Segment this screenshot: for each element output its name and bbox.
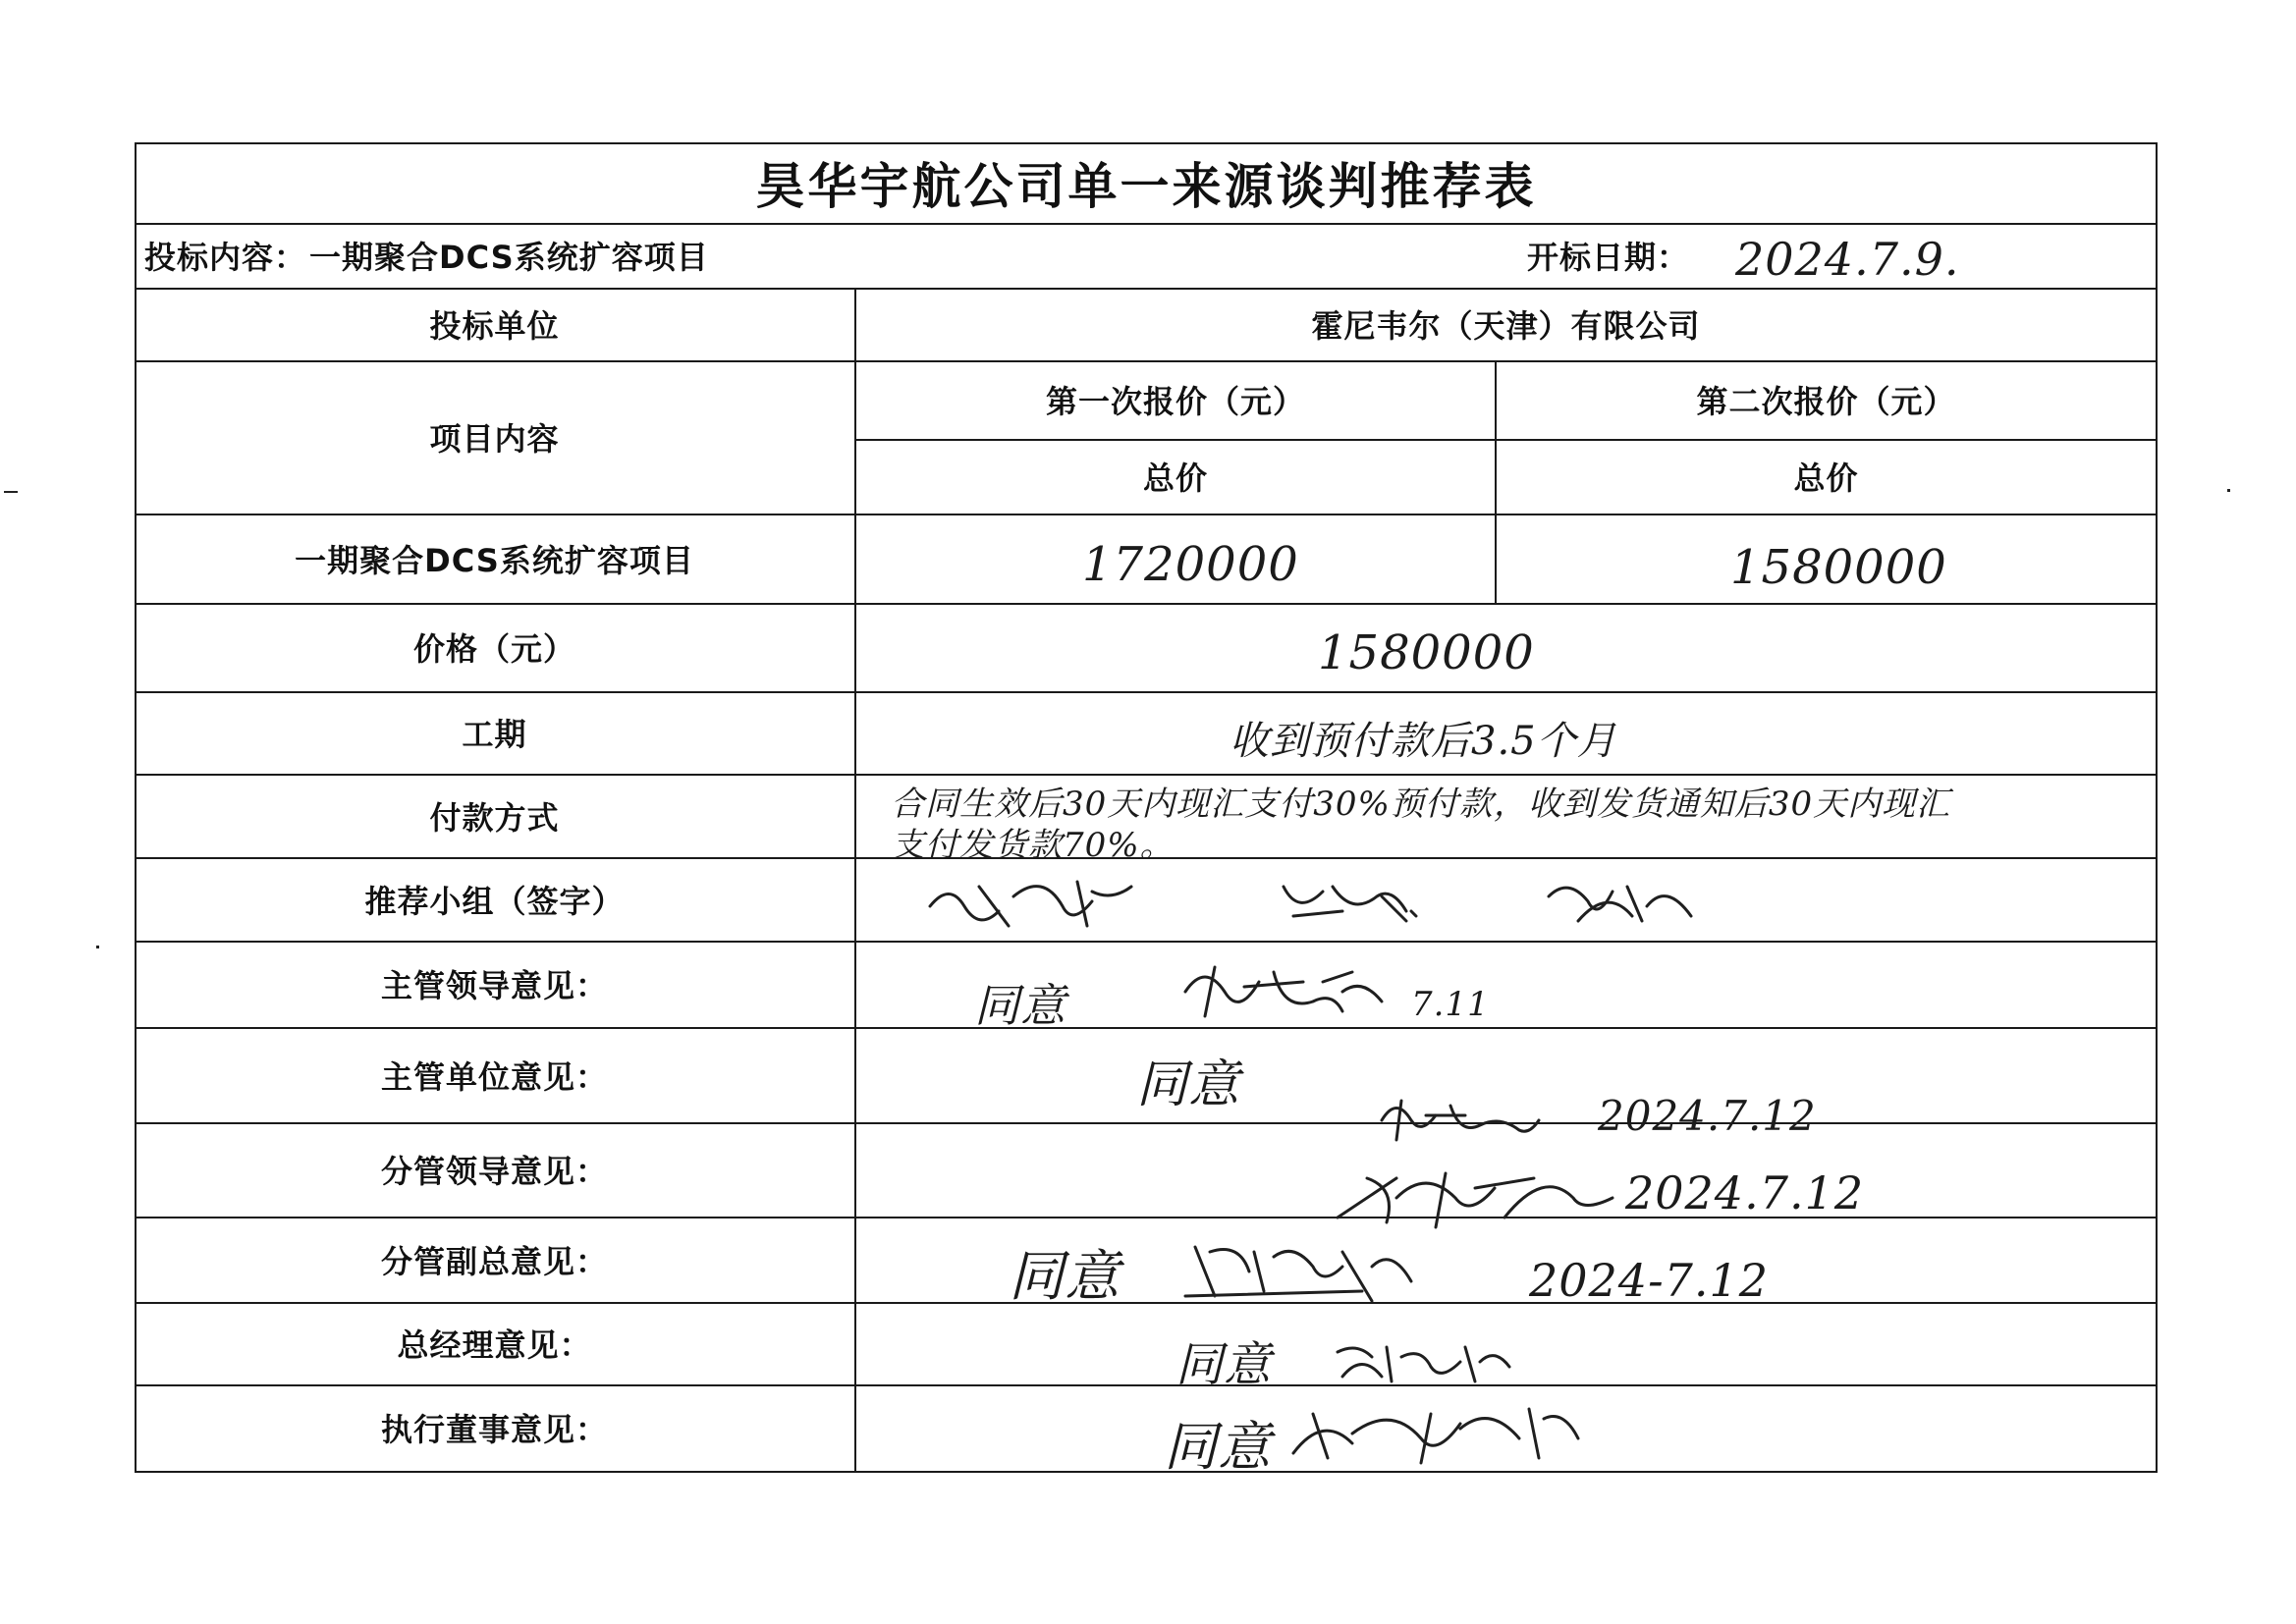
opinion-text-general-manager: 同意 <box>1175 1337 1273 1392</box>
open-date-label: 开标日期： <box>1527 239 1690 276</box>
opinion-label-supervising-unit: 主管单位意见： <box>380 1057 608 1096</box>
opinion-text-executive-director: 同意 <box>1164 1416 1272 1478</box>
bidder-label: 投标单位 <box>429 307 560 345</box>
scan-speck <box>96 946 99 948</box>
second-quote-value: 1580000 <box>1730 540 1947 595</box>
deputy-gm-signature <box>1175 1232 1431 1311</box>
opinion-date-deputy-gm: 2024-7.12 <box>1529 1254 1770 1307</box>
duration-value: 收到预付款后3.5个月 <box>1230 719 1617 764</box>
opinion-text-deputy-gm: 同意 <box>1009 1245 1121 1309</box>
first-quote-header: 第一次报价（元） <box>1045 383 1305 420</box>
opinion-label-deputy-gm: 分管副总意见： <box>380 1242 608 1280</box>
payment-value-line2: 支付发货款70%。 <box>891 826 1175 865</box>
bid-content-value: 一期聚合DCS系统扩容项目 <box>309 239 709 276</box>
recommendation-form <box>135 142 2158 1478</box>
duration-label: 工期 <box>462 716 527 753</box>
item-name: 一期聚合DCS系统扩容项目 <box>295 541 694 579</box>
general-manager-signature <box>1328 1332 1524 1391</box>
border-right <box>2156 142 2158 1473</box>
opinion-date-division-leader: 2024.7.12 <box>1625 1166 1865 1219</box>
payment-label: 付款方式 <box>429 798 560 837</box>
total-price-label-1: 总价 <box>1142 460 1208 497</box>
scan-speck <box>4 491 18 493</box>
scan-speck <box>2227 489 2230 492</box>
border-bottom <box>135 1471 2158 1473</box>
second-quote-header: 第二次报价（元） <box>1696 383 1956 420</box>
project-content-label: 项目内容 <box>429 420 560 458</box>
opinion-date-supervisor: 7.11 <box>1411 985 1490 1024</box>
opinion-date-supervising-unit: 2024.7.12 <box>1598 1092 1817 1140</box>
bid-content-label: 投标内容： <box>144 239 307 276</box>
total-price-label-2: 总价 <box>1793 460 1859 497</box>
first-quote-value: 1720000 <box>1082 537 1299 592</box>
form-title: 昊华宇航公司单一来源谈判推荐表 <box>755 158 1537 215</box>
opinion-label-division-leader: 分管领导意见： <box>380 1153 608 1190</box>
opinion-label-executive-director: 执行董事意见： <box>380 1411 608 1448</box>
opinion-label-supervisor: 主管领导意见： <box>380 967 608 1004</box>
supervisor-signature <box>1175 957 1431 1026</box>
panel-signatures <box>920 867 1902 936</box>
panel-label: 推荐小组（签字） <box>364 882 625 920</box>
bidder-value: 霍尼韦尔（天津）有限公司 <box>1311 307 1701 345</box>
price-label: 价格（元） <box>412 630 575 668</box>
opinion-text-supervising-unit: 同意 <box>1136 1056 1241 1114</box>
executive-director-signature <box>1284 1394 1598 1473</box>
payment-value-line1: 合同生效后30天内现汇支付30%预付款，收到发货通知后30天内现汇 <box>891 785 1951 824</box>
opinion-label-general-manager: 总经理意见： <box>397 1326 592 1364</box>
price-value: 1580000 <box>1318 625 1535 680</box>
supervising-unit-signature <box>1372 1091 1549 1150</box>
division-leader-signature <box>1328 1159 1622 1237</box>
opinion-text-supervisor: 同意 <box>974 979 1066 1032</box>
open-date-value: 2024.7.9. <box>1735 233 1960 286</box>
